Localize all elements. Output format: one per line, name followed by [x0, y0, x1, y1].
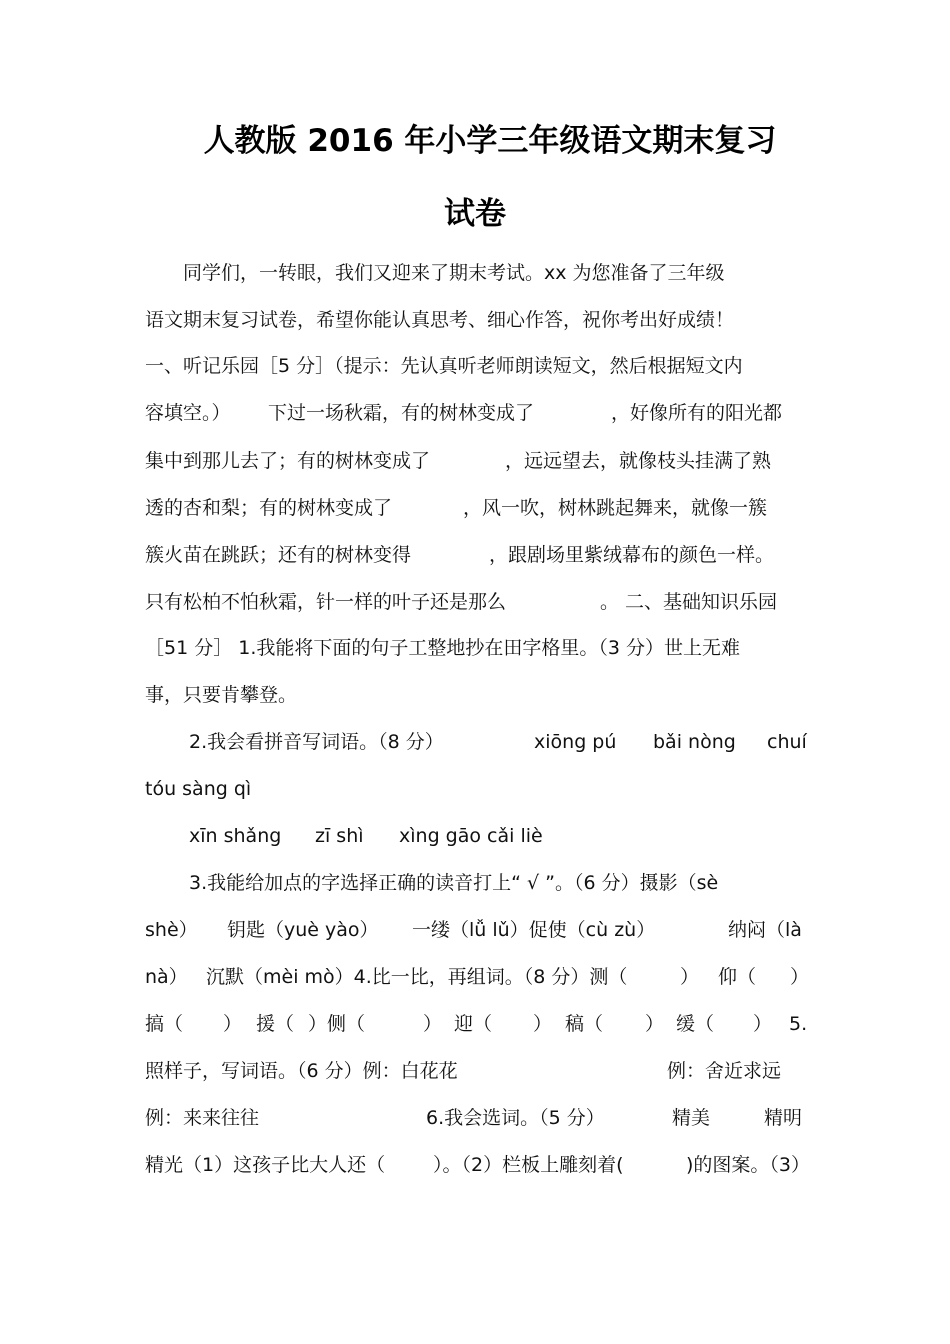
text-segment: 纳闷（là [728, 919, 802, 941]
text-segment: ） [533, 1013, 553, 1035]
text-segment: ［51 分］ 1.我能将下面的句子工整地抄在田字格里。（3 分）世上无难 [145, 637, 741, 659]
pinyin-segment: tóu sàng qì [145, 778, 252, 800]
text-segment: 例：舍近求远 [667, 1060, 782, 1082]
text-segment: ）。（2）栏板上雕刻着( [433, 1154, 624, 1176]
document-title: 人教版 2016 年小学三年级语文期末复习 [203, 123, 777, 159]
text-line [145, 915, 810, 945]
text-line [145, 398, 810, 428]
text-line [145, 493, 810, 523]
text-segment: 搞（ [145, 1013, 184, 1035]
text-segment: nà） [145, 966, 188, 988]
pinyin-segment: xìng gāo cǎi liè [399, 825, 543, 847]
text-segment: 透的杏和梨；有的树林变成了 [145, 497, 393, 519]
text-segment: ） [645, 1013, 665, 1035]
text-line [145, 587, 810, 617]
text-line [145, 1056, 810, 1086]
text-segment: ） [790, 966, 810, 988]
text-line [145, 351, 810, 381]
text-line [145, 1009, 810, 1039]
text-line [145, 633, 810, 663]
text-segment: 稿（ [565, 1013, 604, 1035]
pinyin-segment: xiōng pú [534, 731, 617, 753]
text-segment: 精美 [672, 1107, 711, 1129]
text-segment: ） [680, 966, 700, 988]
text-line [145, 774, 810, 804]
text-segment: 缓（ [676, 1013, 715, 1035]
text-line [145, 821, 810, 851]
text-segment: 照样子，写词语。（6 分）例：白花花 [145, 1060, 458, 1082]
text-segment: 语文期末复习试卷，希望你能认真思考、细心作答，祝你考出好成绩！ [145, 309, 735, 331]
text-segment: 一、听记乐园［5 分］（提示：先认真听老师朗读短文，然后根据短文内 [145, 355, 743, 377]
text-segment: ，跟剧场里紫绒幕布的颜色一样。 [489, 544, 775, 566]
text-segment: 精光（1）这孩子比大人还（ [145, 1154, 386, 1176]
text-segment: 簇火苗在跳跃；还有的树林变得 [145, 544, 412, 566]
pinyin-segment: xīn shǎng [189, 825, 282, 847]
text-segment: 例：来来往往 [145, 1107, 260, 1129]
text-segment: ） [423, 1013, 443, 1035]
text-line [145, 727, 810, 757]
text-segment: 只有松柏不怕秋霜，针一样的叶子还是那么 [145, 591, 507, 613]
text-segment: ，风一吹，树林跳起舞来，就像一簇 [463, 497, 768, 519]
text-line [145, 305, 810, 335]
text-line [145, 540, 810, 570]
text-segment: 同学们，一转眼，我们又迎来了期末考试。xx 为您准备了三年级 [145, 262, 725, 284]
text-segment: 援（ [256, 1013, 295, 1035]
pinyin-segment: zī shì [315, 825, 364, 847]
text-line [145, 1150, 810, 1180]
text-segment: )的图案。（3） [686, 1154, 811, 1176]
text-segment: 钥匙（yuè yào） [227, 919, 379, 941]
text-segment: 事，只要肯攀登。 [145, 684, 298, 706]
text-line [145, 868, 810, 898]
text-segment: 3.我能给加点的字选择正确的读音打上“ √ ”。（6 分）摄影（sè [189, 872, 719, 894]
text-line [145, 446, 810, 476]
text-line [145, 962, 810, 992]
text-segment: 仰（ [718, 966, 757, 988]
text-segment: 5. [789, 1013, 808, 1035]
text-segment: ）侧（ [308, 1013, 366, 1035]
text-segment: 6.我会选词。（5 分） [426, 1107, 605, 1129]
text-line [145, 680, 810, 710]
text-segment: 迎（ [454, 1013, 493, 1035]
pinyin-segment: bǎi nòng [653, 731, 736, 753]
document-title-continued: 试卷 [444, 196, 506, 232]
text-segment: ，好像所有的阳光都 [611, 402, 783, 424]
pinyin-segment: chuí [767, 731, 807, 753]
text-segment: 2.我会看拼音写词语。（8 分） [189, 731, 444, 753]
text-segment: ） [753, 1013, 773, 1035]
text-segment: 集中到那儿去了；有的树林变成了 [145, 450, 431, 472]
text-line [145, 258, 810, 288]
text-segment: shè） [145, 919, 198, 941]
text-segment: 。 二、基础知识乐园 [600, 591, 778, 613]
text-segment: 精明 [764, 1107, 803, 1129]
text-segment: 沉默（mèi mò）4.比一比，再组词。（8 分）测（ [206, 966, 628, 988]
text-segment: ，远远望去，就像枝头挂满了熟 [505, 450, 772, 472]
text-line [145, 1103, 810, 1133]
text-segment: ） [223, 1013, 243, 1035]
text-segment: 下过一场秋霜，有的树林变成了 [268, 402, 535, 424]
text-segment: 一缕（lǚ lǔ）促使（cù zù） [412, 919, 656, 941]
text-segment: 容填空。） [145, 402, 231, 424]
